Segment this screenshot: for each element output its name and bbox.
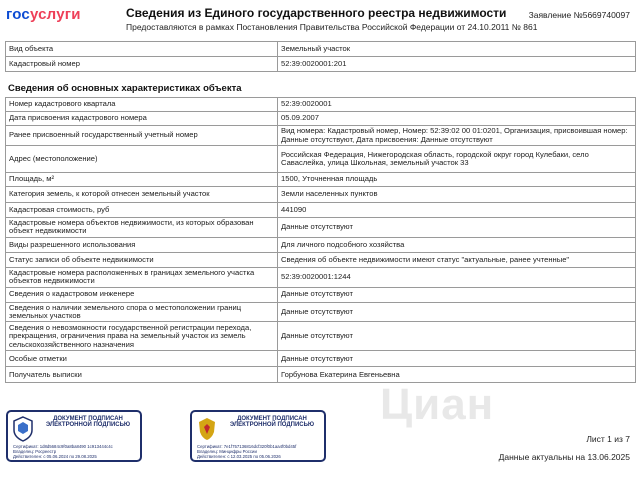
- coat-of-arms-icon: [196, 416, 218, 442]
- row-label: Площадь, м²: [6, 173, 278, 187]
- row-label: Категория земель, к которой отнесен земельный участок: [6, 187, 278, 203]
- row-label: Адрес (местоположение): [6, 146, 278, 173]
- stamp-certificate: Сертификат: 7e1f757136816dcf320f0b1aa4f0bd45f: [197, 444, 297, 449]
- stamp-title: ДОКУМЕНТ ПОДПИСАН ЭЛЕКТРОННОЙ ПОДПИСЬЮ: [45, 416, 131, 429]
- stamp-certificate: Сертификат: 1d8d5684c9f0a8ba8490 1c913444c4c: [13, 444, 113, 449]
- table-row: [6, 287, 636, 302]
- characteristics-table: [5, 97, 636, 383]
- row-value: Данные отсутствуют: [278, 351, 636, 367]
- table-row: [6, 146, 636, 173]
- row-value: Земельный участок: [278, 42, 636, 57]
- row-value: 52:39:0020001:1244: [278, 267, 636, 287]
- rosreestr-emblem-icon: [12, 416, 34, 442]
- section-title: Сведения об основных характеристиках объекта: [8, 83, 242, 94]
- row-value: Земли населенных пунктов: [278, 187, 636, 203]
- document-header: [0, 0, 640, 36]
- stamp-owner: Владелец: Росреестр: [13, 449, 57, 454]
- row-value: Данные отсутствуют: [278, 302, 636, 322]
- row-value: 441090: [278, 203, 636, 218]
- row-value: 1500, Уточненная площадь: [278, 173, 636, 187]
- table-row: [6, 203, 636, 218]
- table-row: [6, 173, 636, 187]
- row-label: Сведения о невозможности государственной регистрации перехода, прекращения, ограничения права на земельный участок из земель сельскохозяйственного назначения: [6, 322, 278, 351]
- document-title: Сведения из Единого государственного реестра недвижимости: [126, 6, 507, 20]
- stamp-owner: Владелец: Минцифры России: [197, 449, 257, 454]
- row-label: Получатель выписки: [6, 367, 278, 383]
- table-row: [6, 267, 636, 287]
- table-row: [6, 322, 636, 351]
- stamp-validity: Действителен: с 12.03.2025 по 05.06.2026: [197, 454, 281, 459]
- table-row: [6, 351, 636, 367]
- data-actual-date: Данные актуальны на 13.06.2025: [498, 452, 630, 462]
- page-number: Лист 1 из 7: [586, 434, 630, 444]
- row-value: 52:39:0020001: [278, 98, 636, 112]
- row-value: Для личного подсобного хозяйства: [278, 237, 636, 252]
- row-value: Российская Федерация, Нижегородская область, городской округ город Кулебаки, село Саваслейка, улица Школьная, земельный участок 33: [278, 146, 636, 173]
- gosuslugi-logo[interactable]: [6, 6, 81, 23]
- table-row: [6, 57, 636, 72]
- row-label: Виды разрешенного использования: [6, 237, 278, 252]
- table-row: [6, 252, 636, 267]
- table-row: [6, 302, 636, 322]
- row-label: Сведения о кадастровом инженере: [6, 287, 278, 302]
- table-row: [6, 42, 636, 57]
- stamp-validity: Действителен: с 05.06.2024 по 29.08.2025: [13, 454, 97, 459]
- watermark: Циан: [380, 380, 495, 429]
- document-subtitle: Предоставляются в рамках Постановления Правительства Российской Федерации от 24.10.2011 № 861: [126, 22, 538, 32]
- table-row: [6, 112, 636, 126]
- row-label: Особые отметки: [6, 351, 278, 367]
- signature-stamp-mintsifry: [190, 410, 326, 462]
- table-row: [6, 126, 636, 146]
- application-number: Заявление №5669740097: [528, 10, 630, 20]
- row-label: Статус записи об объекте недвижимости: [6, 252, 278, 267]
- row-value: 05.09.2007: [278, 112, 636, 126]
- row-label: Дата присвоения кадастрового номера: [6, 112, 278, 126]
- row-label: Кадастровый номер: [6, 57, 278, 72]
- stamp-title: ДОКУМЕНТ ПОДПИСАН ЭЛЕКТРОННОЙ ПОДПИСЬЮ: [229, 416, 315, 429]
- logo-part-gos: гос: [6, 6, 30, 23]
- row-label: Сведения о наличии земельного спора о местоположении границ земельных участков: [6, 302, 278, 322]
- signature-stamp-rosreestr: [6, 410, 142, 462]
- row-value: Вид номера: Кадастровый номер, Номер: 52:39:02 00 01:0201, Организация, присвоившая номер: Данные отсутствуют, Дата присвоения: Данные отсутствуют: [278, 126, 636, 146]
- table-row: [6, 98, 636, 112]
- row-value: Сведения об объекте недвижимости имеют статус "актуальные, ранее учтенные": [278, 252, 636, 267]
- row-value: Данные отсутствуют: [278, 218, 636, 238]
- row-value: Данные отсутствуют: [278, 322, 636, 351]
- row-label: Вид объекта: [6, 42, 278, 57]
- row-value: Горбунова Екатерина Евгеньевна: [278, 367, 636, 383]
- row-label: Кадастровая стоимость, руб: [6, 203, 278, 218]
- table-row: [6, 218, 636, 238]
- row-label: Кадастровые номера расположенных в границах земельного участка объектов недвижимости: [6, 267, 278, 287]
- table-row: [6, 187, 636, 203]
- logo-part-uslugi: услуги: [29, 6, 81, 23]
- table-row: [6, 367, 636, 383]
- row-value: Данные отсутствуют: [278, 287, 636, 302]
- row-label: Номер кадастрового квартала: [6, 98, 278, 112]
- row-label: Кадастровые номера объектов недвижимости, из которых образован объект недвижимости: [6, 218, 278, 238]
- basic-info-table: [5, 41, 636, 72]
- row-value: 52:39:0020001:201: [278, 57, 636, 72]
- row-label: Ранее присвоенный государственный учетный номер: [6, 126, 278, 146]
- table-row: [6, 237, 636, 252]
